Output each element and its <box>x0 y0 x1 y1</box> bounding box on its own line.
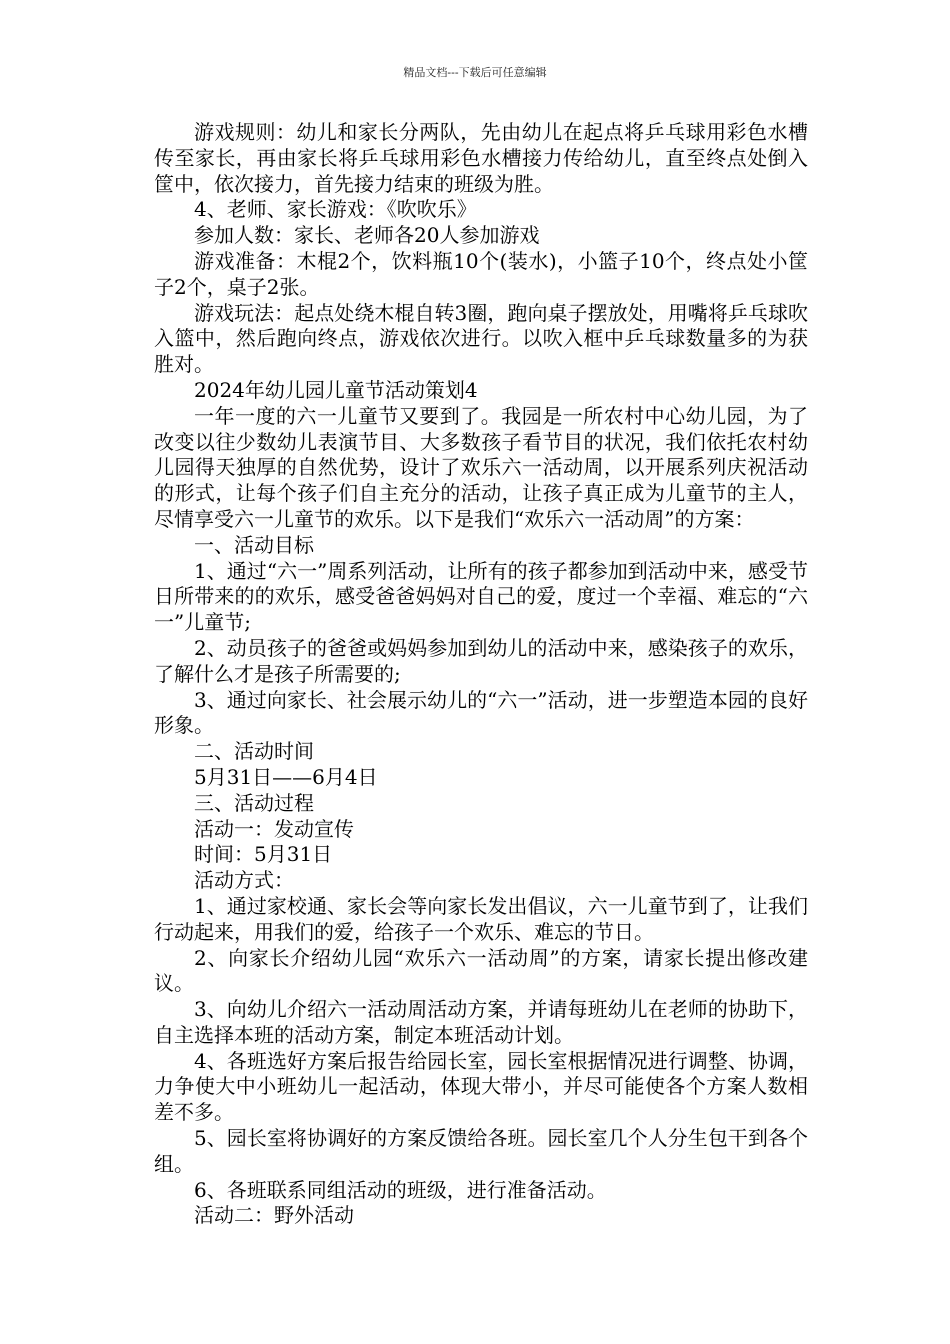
paragraph: 活动方式： <box>194 868 294 893</box>
paragraph: 4、老师、家长游戏：《吹吹乐》 <box>194 197 477 222</box>
paragraph: 游戏玩法：起点处绕木棍自转3圈，跑向桌子摆放处，用嘴将乒乓球吹入篮中，然后跑向终点，游戏依次进行。以吹入框中乒乓球数量多的为获胜对。 <box>154 300 808 377</box>
heading: 一、活动目标 <box>194 532 314 557</box>
paragraph: 活动一：发动宣传 <box>194 816 354 841</box>
paragraph: 2、向家长介绍幼儿园“欢乐六一活动周”的方案，请家长提出修改建议。 <box>154 945 808 996</box>
paragraph: 时间：5月31日 <box>194 842 333 867</box>
paragraph: 1、通过家校通、家长会等向家长发出倡议，六一儿童节到了，让我们行动起来，用我们的爱，给孩子一个欢乐、难忘的节日。 <box>154 893 808 944</box>
paragraph: 游戏规则：幼儿和家长分两队，先由幼儿在起点将乒乓球用彩色水槽传至家长，再由家长将乒乓球用彩色水槽接力传给幼儿，直至终点处倒入筐中，依次接力，首先接力结束的班级为胜。 <box>154 120 808 196</box>
paragraph: 5、园长室将协调好的方案反馈给各班。园长室几个人分生包干到各个组。 <box>154 1126 808 1176</box>
document-body <box>154 120 808 1229</box>
paragraph: 4、各班选好方案后报告给园长室，园长室根据情况进行调整、协调，力争使大中小班幼儿一起活动，体现大带小，并尽可能使各个方案人数相差不多。 <box>154 1048 808 1125</box>
heading: 二、活动时间 <box>194 739 314 764</box>
paragraph: 参加人数：家长、老师各20人参加游戏 <box>194 223 540 248</box>
page-header: 精品文档---下载后可任意编辑 <box>403 66 547 79</box>
paragraph: 5月31日——6月4日 <box>194 764 378 789</box>
section-title: 2024年幼儿园儿童节活动策划4 <box>194 377 478 402</box>
paragraph: 一年一度的六一儿童节又要到了。我园是一所农村中心幼儿园，为了改变以往少数幼儿表演节目、大多数孩子看节目的状况，我们依托农村幼儿园得天独厚的自然优势，设计了欢乐六一活动周，以开展系列庆祝活动的形式，让每个孩子们自主充分的活动，让孩子真正成为儿童节的主人，尽情享受六一儿童节的欢乐。以下是我们“欢乐六一活动周”的方案： <box>154 403 808 531</box>
paragraph: 游戏准备：木棍2个，饮料瓶10个(装水)，小篮子10个，终点处小筐子2个，桌子2张。 <box>154 248 808 299</box>
paragraph: 3、通过向家长、社会展示幼儿的“六一”活动，进一步塑造本园的良好形象。 <box>154 687 808 738</box>
paragraph: 活动二：野外活动 <box>194 1203 354 1228</box>
paragraph: 3、向幼儿介绍六一活动周活动方案，并请每班幼儿在老师的协助下，自主选择本班的活动方案，制定本班活动计划。 <box>154 997 808 1047</box>
paragraph: 6、各班联系同组活动的班级，进行准备活动。 <box>194 1177 607 1202</box>
heading: 三、活动过程 <box>194 790 314 815</box>
paragraph: 1、通过“六一”周系列活动，让所有的孩子都参加到活动中来，感受节日所带来的的欢乐，感受爸爸妈妈对自己的爱，度过一个幸福、难忘的“六一”儿童节; <box>154 558 808 635</box>
paragraph: 2、动员孩子的爸爸或妈妈参加到幼儿的活动中来，感染孩子的欢乐，了解什么才是孩子所需要的; <box>154 635 808 686</box>
